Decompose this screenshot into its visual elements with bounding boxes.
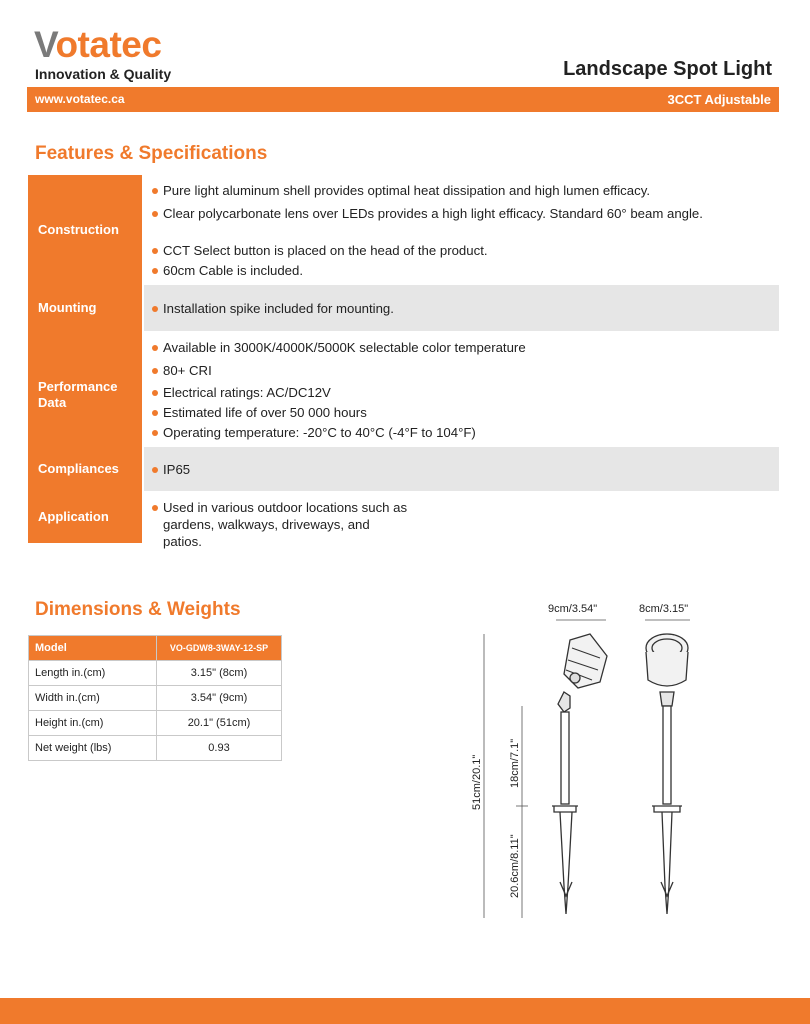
spec-bullet: IP65 (152, 461, 759, 478)
spec-body (144, 491, 779, 549)
table-row (29, 661, 282, 686)
table-header-cell: VO-GDW8-3WAY-12-SP (157, 636, 282, 661)
spec-body (144, 285, 779, 331)
page-title: Landscape Spot Light (563, 58, 772, 80)
table-header-row (29, 636, 282, 661)
spec-label: Performance Data (28, 331, 142, 447)
dimensions-heading: Dimensions & Weights (35, 599, 241, 620)
bullet-dot-icon (152, 467, 158, 473)
spec-bullet: 60cm Cable is included. (152, 262, 759, 279)
spec-bullet: 80+ CRI (152, 362, 759, 379)
table-row (29, 686, 282, 711)
side-view-light-icon (552, 634, 607, 914)
spec-label: Construction (28, 175, 142, 285)
spec-body (144, 175, 779, 285)
total-height-label: 51cm/20.1" (471, 754, 483, 810)
table-row (29, 736, 282, 761)
spec-bullet: Available in 3000K/4000K/5000K selectable color temperature (152, 339, 759, 356)
spec-row-application (28, 491, 779, 549)
footer-bar (0, 998, 810, 1024)
table-cell: 3.15" (8cm) (157, 661, 282, 686)
side-width-label: 9cm/3.54" (548, 603, 598, 615)
bullet-dot-icon (152, 430, 158, 436)
front-view-light-icon (646, 634, 688, 914)
table-row (29, 711, 282, 736)
table-cell: 3.54" (9cm) (157, 686, 282, 711)
bullet-dot-icon (152, 211, 158, 217)
spec-bullet: Estimated life of over 50 000 hours (152, 404, 759, 421)
spec-label: Application (28, 491, 142, 543)
bullet-dot-icon (152, 188, 158, 194)
bullet-dot-icon (152, 390, 158, 396)
bullet-dot-icon (152, 410, 158, 416)
tagline: Innovation & Quality (35, 66, 172, 82)
spec-row-compliances (28, 447, 779, 491)
votatec-logo (34, 26, 161, 63)
front-width-label: 8cm/3.15" (639, 603, 689, 615)
bullet-dot-icon (152, 505, 158, 511)
bullet-dot-icon (152, 345, 158, 351)
spec-bullet: CCT Select button is placed on the head of the product. (152, 242, 759, 259)
table-cell: Height in.(cm) (29, 711, 157, 736)
dimension-drawing (460, 596, 720, 926)
spec-row-performance (28, 331, 779, 447)
table-cell: Length in.(cm) (29, 661, 157, 686)
spec-label: Compliances (28, 447, 142, 491)
spec-body (144, 447, 779, 491)
logo-word: otatec (55, 24, 162, 65)
table-header-cell: Model (29, 636, 157, 661)
spec-label: Mounting (28, 285, 142, 331)
upper-height-label: 18cm/7.1" (509, 738, 521, 788)
bullet-dot-icon (152, 268, 158, 274)
spec-bullet: Pure light aluminum shell provides optimal heat dissipation and high lumen efficacy. (152, 182, 759, 199)
spec-bullet: Used in various outdoor locations such as gardens, walkways, driveways, and patios. (152, 499, 409, 550)
header-bar (27, 87, 779, 112)
spec-row-construction (28, 175, 779, 285)
spike-height-label: 20.6cm/8.11" (509, 834, 521, 898)
features-heading: Features & Specifications (35, 143, 268, 164)
website-url[interactable]: www.votatec.ca (35, 92, 125, 106)
spec-row-mounting (28, 285, 779, 331)
spec-body (144, 331, 779, 447)
logo-v: V (34, 24, 56, 65)
dimensions-table (28, 635, 282, 761)
table-cell: Net weight (lbs) (29, 736, 157, 761)
bullet-dot-icon (152, 306, 158, 312)
spec-bullet: Installation spike included for mounting. (152, 300, 759, 317)
spec-bullet: Operating temperature: -20°C to 40°C (-4°F to 104°F) (152, 424, 759, 441)
table-cell: 20.1" (51cm) (157, 711, 282, 736)
page-subtitle: 3CCT Adjustable (667, 92, 771, 107)
bullet-dot-icon (152, 368, 158, 374)
table-cell: 0.93 (157, 736, 282, 761)
spec-bullet: Electrical ratings: AC/DC12V (152, 384, 759, 401)
bullet-dot-icon (152, 248, 158, 254)
table-cell: Width in.(cm) (29, 686, 157, 711)
spec-bullet: Clear polycarbonate lens over LEDs provides a high light efficacy. Standard 60° beam angle. (152, 205, 759, 222)
